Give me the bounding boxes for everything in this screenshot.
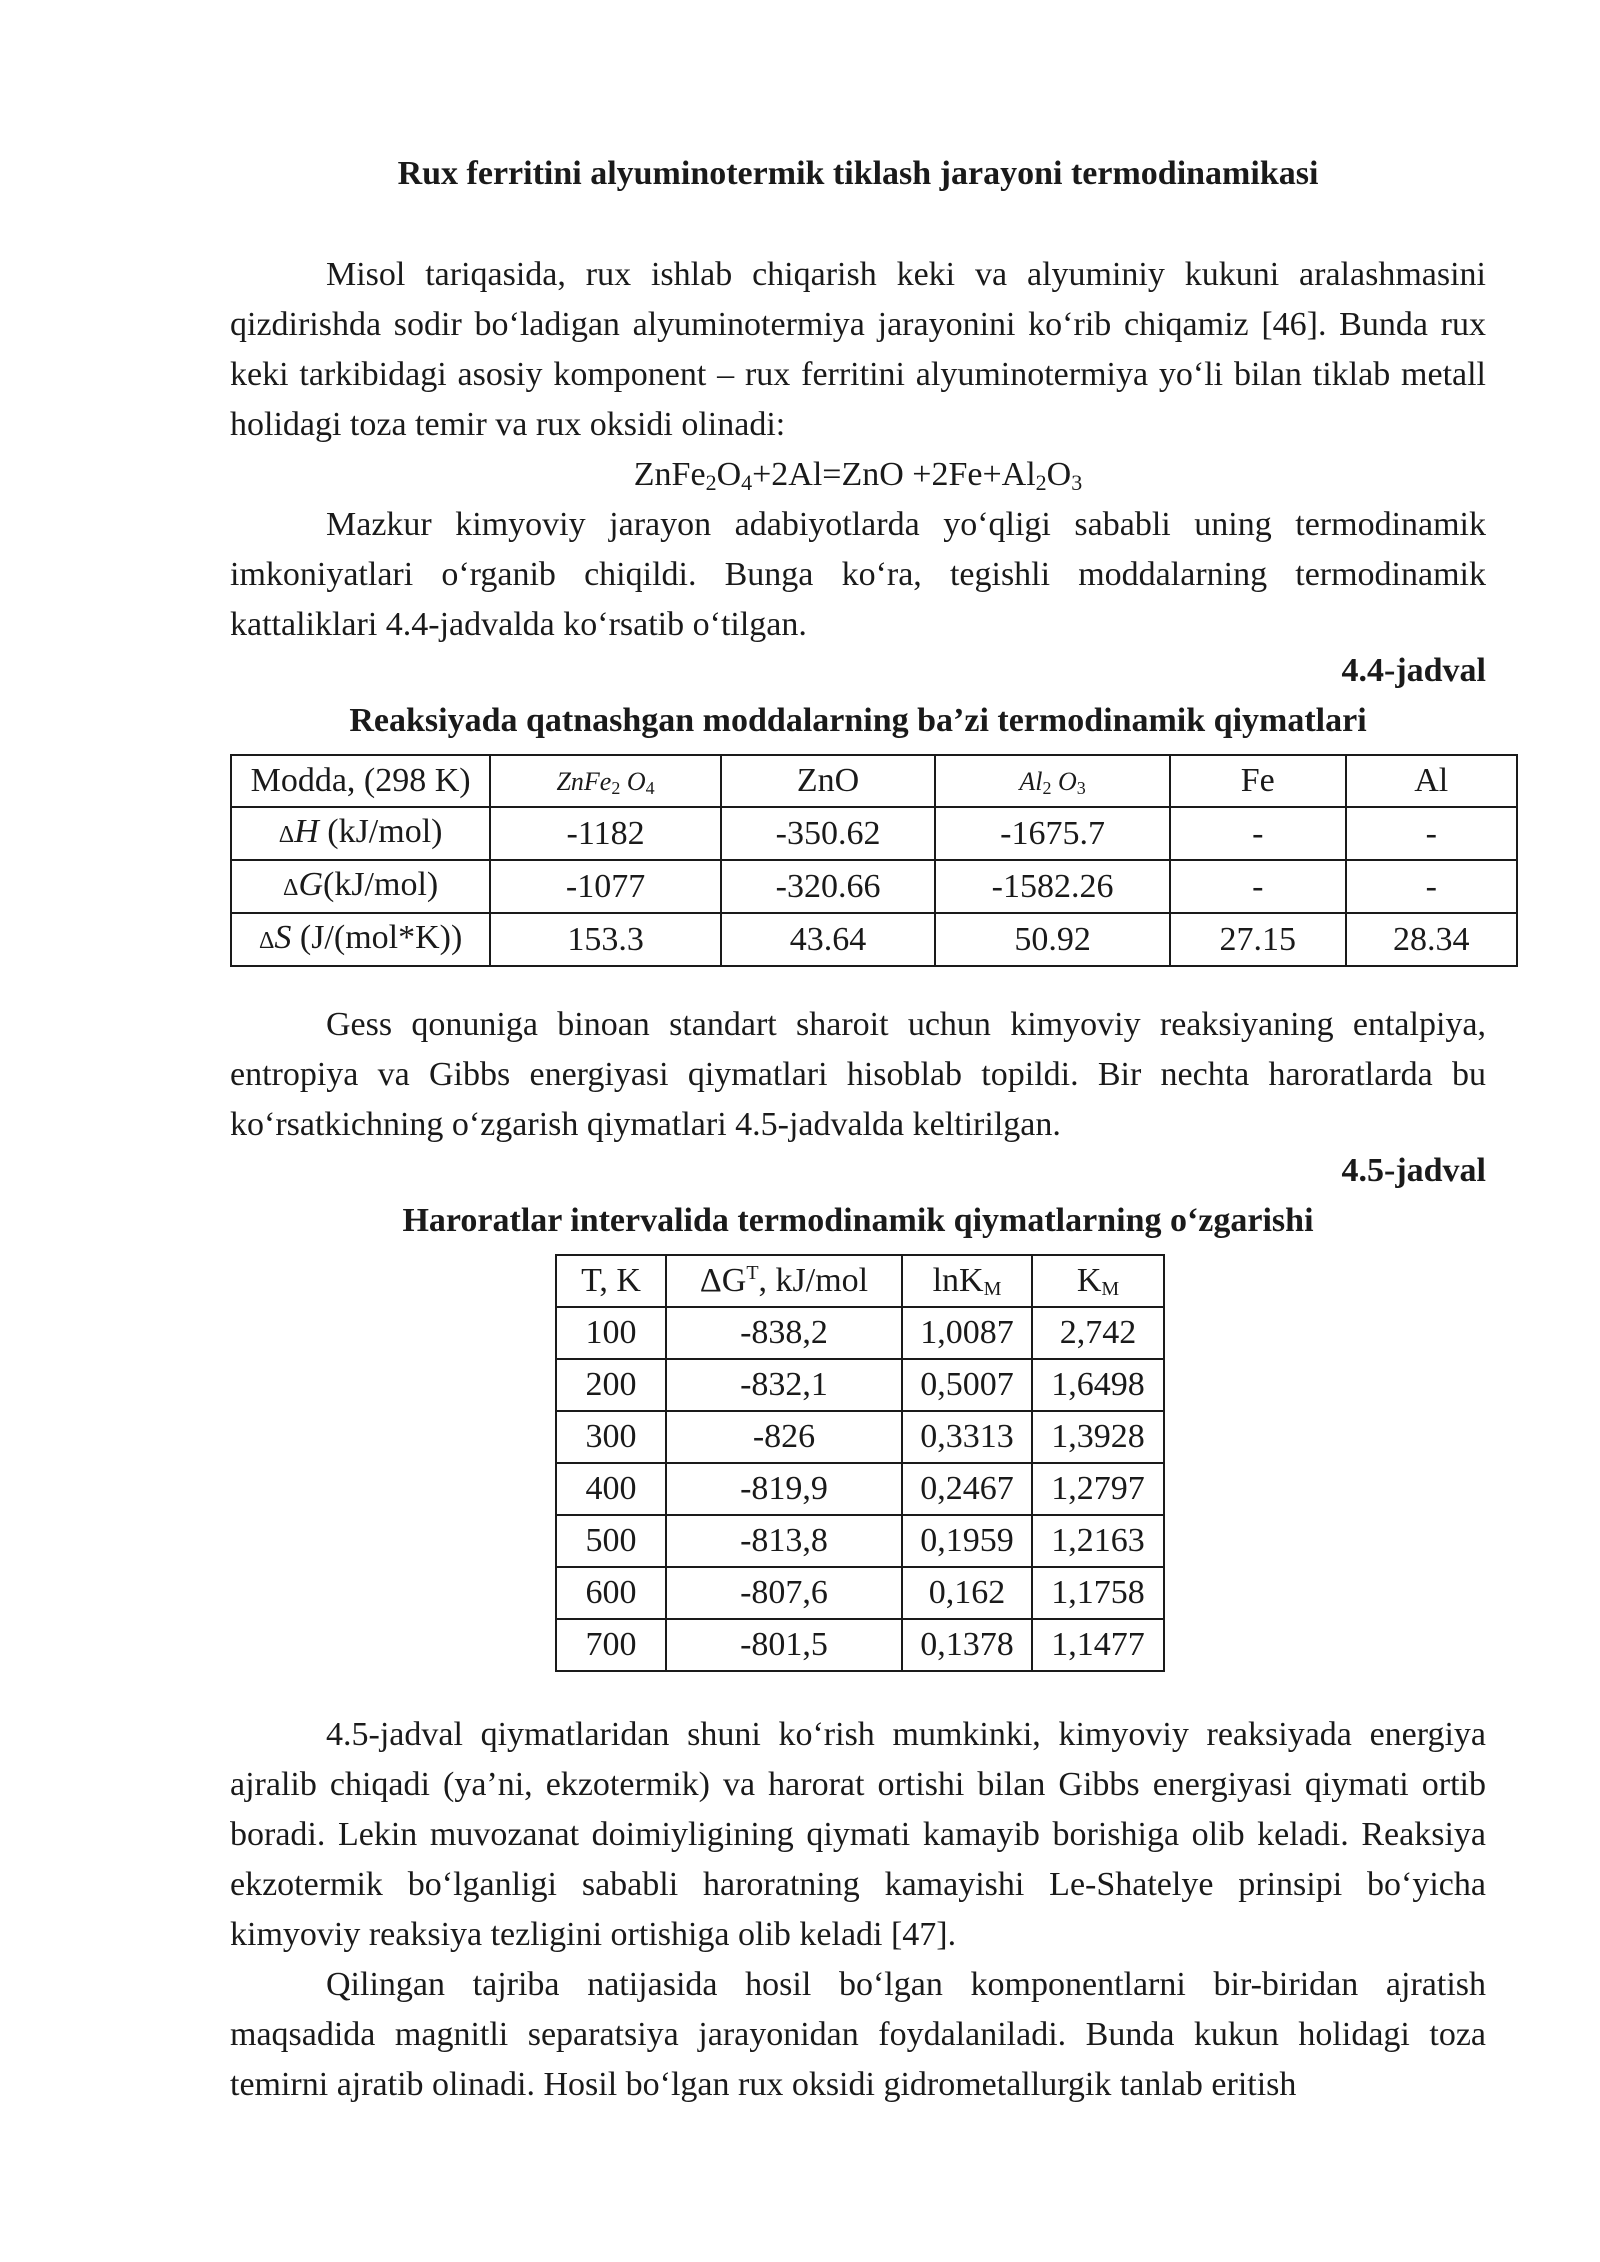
table-header-row bbox=[231, 755, 1517, 807]
table-4-4 bbox=[230, 754, 1518, 967]
table-cell: -1582.26 bbox=[935, 860, 1170, 913]
table-row bbox=[556, 1567, 1164, 1619]
table-cell: 1,2797 bbox=[1032, 1463, 1164, 1515]
table-cell: 200 bbox=[556, 1359, 666, 1411]
paragraph-separation: Qilingan tajriba natijasida hosil bo‘lgan komponentlarni bir-biridan ajratish maqsadida magnitli separatsiya jarayonidan foydalaniladi. Bunda kukun holidagi toza temirni ajratib olinadi. Hosil bo‘lgan rux oksidi gidrometallurgik tanlab eritish bbox=[230, 1966, 1486, 2103]
table-cell: 1,0087 bbox=[902, 1307, 1032, 1359]
table-4-5-caption: Haroratlar intervalida termodinamik qiymatlarning o‘zgarishi bbox=[402, 1202, 1314, 1239]
table-cell: 400 bbox=[556, 1463, 666, 1515]
table-cell: 0,5007 bbox=[902, 1359, 1032, 1411]
table-cell: 100 bbox=[556, 1307, 666, 1359]
table-cell: -838,2 bbox=[666, 1307, 902, 1359]
table-cell: -819,9 bbox=[666, 1463, 902, 1515]
header-zno: ZnO bbox=[721, 755, 935, 807]
row-label: ΔH (kJ/mol) bbox=[231, 807, 490, 860]
table-cell: 1,1477 bbox=[1032, 1619, 1164, 1671]
table-cell: -801,5 bbox=[666, 1619, 902, 1671]
table-cell: -832,1 bbox=[666, 1359, 902, 1411]
table-cell: 2,742 bbox=[1032, 1307, 1164, 1359]
table-4-4-number: 4.4-jadval bbox=[1341, 652, 1486, 689]
table-cell: 500 bbox=[556, 1515, 666, 1567]
table-4-4-caption: Reaksiyada qatnashgan moddalarning ba’zi termodinamik qiymatlari bbox=[349, 702, 1367, 739]
paragraph-hess-law: Gess qonuniga binoan standart sharoit uchun kimyoviy reaksiyaning entalpiya, entropiya va Gibbs energiyasi qiymatlari hisoblab topildi. Bir nechta haroratlarda bu ko‘rsatkichning o‘zgarish qiymatlari 4.5-jadvalda keltirilgan. bbox=[230, 1006, 1486, 1143]
table-row bbox=[556, 1411, 1164, 1463]
document-title: Rux ferritini alyuminotermik tiklash jarayoni termodinamikasi bbox=[397, 155, 1319, 192]
table-cell: 0,3313 bbox=[902, 1411, 1032, 1463]
table-cell: - bbox=[1170, 807, 1346, 860]
table-cell: -1077 bbox=[490, 860, 721, 913]
table-cell: - bbox=[1346, 807, 1518, 860]
header-lnk: lnK$_M$ bbox=[902, 1255, 1032, 1307]
paragraph-intro: Misol tariqasida, rux ishlab chiqarish keki va alyuminiy kukuni aralashmasini qizdirishda sodir bo‘ladigan alyuminotermiya jarayonini ko‘rib chiqamiz [46]. Bunda rux keki tarkibidagi asosiy komponent – rux ferritini alyuminotermiya yo‘li bilan tiklab metall holidagi toza temir va rux oksidi olinadi: bbox=[230, 256, 1486, 443]
paragraph-conclusion: 4.5-jadval qiymatlaridan shuni ko‘rish mumkinki, kimyoviy reaksiyada energiya ajralib chiqadi (ya’ni, ekzotermik) va harorat ortishi bilan Gibbs energiyasi qiymati ortib boradi. Lekin muvozanat doimiyligining qiymati kamayib borishiga olib keladi. Reaksiya ekzotermik bo‘lganligi sababli haroratning kamayishi Le-Shatelye prinsipi bo‘yicha kimyoviy reaksiya tezligini ortishiga olib keladi [47]. bbox=[230, 1716, 1486, 1953]
table-4-5-number: 4.5-jadval bbox=[1341, 1152, 1486, 1189]
row-label: ΔG(kJ/mol) bbox=[231, 860, 490, 913]
table-cell: 153.3 bbox=[490, 913, 721, 966]
table-cell: 700 bbox=[556, 1619, 666, 1671]
table-row bbox=[231, 860, 1517, 913]
header-fe: Fe bbox=[1170, 755, 1346, 807]
table-cell: 0,2467 bbox=[902, 1463, 1032, 1515]
table-cell: -320.66 bbox=[721, 860, 935, 913]
header-k: $K_M$ bbox=[1032, 1255, 1164, 1307]
table-row bbox=[231, 913, 1517, 966]
table-cell: -807,6 bbox=[666, 1567, 902, 1619]
table-cell: - bbox=[1346, 860, 1518, 913]
table-cell: -1675.7 bbox=[935, 807, 1170, 860]
header-gibbs: $\Delta G^T$, kJ/mol bbox=[666, 1255, 902, 1307]
table-cell: -813,8 bbox=[666, 1515, 902, 1567]
row-label: ΔS (J/(mol*K)) bbox=[231, 913, 490, 966]
table-row bbox=[556, 1463, 1164, 1515]
table-cell: 0,162 bbox=[902, 1567, 1032, 1619]
table-cell: 27.15 bbox=[1170, 913, 1346, 966]
header-znfe2o4: ZnFe$_2$ $O_4$ bbox=[490, 755, 721, 807]
table-cell: 1,1758 bbox=[1032, 1567, 1164, 1619]
table-row bbox=[556, 1515, 1164, 1567]
table-cell: 28.34 bbox=[1346, 913, 1518, 966]
table-4-5 bbox=[555, 1254, 1165, 1672]
table-row bbox=[231, 807, 1517, 860]
header-al: Al bbox=[1346, 755, 1518, 807]
table-row bbox=[556, 1619, 1164, 1671]
table-cell: 1,2163 bbox=[1032, 1515, 1164, 1567]
table-cell: 600 bbox=[556, 1567, 666, 1619]
reaction-equation: $ZnFe_2O_4+2Al=ZnO +2Fe+Al_2O_3$ bbox=[633, 456, 1083, 495]
header-temperature: T, K bbox=[556, 1255, 666, 1307]
table-row bbox=[556, 1359, 1164, 1411]
table-cell: 50.92 bbox=[935, 913, 1170, 966]
header-substance: Modda, (298 K) bbox=[231, 755, 490, 807]
table-cell: 1,3928 bbox=[1032, 1411, 1164, 1463]
table-cell: - bbox=[1170, 860, 1346, 913]
table-row bbox=[556, 1307, 1164, 1359]
table-cell: 300 bbox=[556, 1411, 666, 1463]
table-cell: 0,1378 bbox=[902, 1619, 1032, 1671]
table-cell: 0,1959 bbox=[902, 1515, 1032, 1567]
table-cell: -1182 bbox=[490, 807, 721, 860]
table-header-row bbox=[556, 1255, 1164, 1307]
table-cell: 1,6498 bbox=[1032, 1359, 1164, 1411]
paragraph-thermo-intro: Mazkur kimyoviy jarayon adabiyotlarda yo‘qligi sababli uning termodinamik imkoniyatlari o‘rganib chiqildi. Bunga ko‘ra, tegishli moddalarning termodinamik kattaliklari 4.4-jadvalda ko‘rsatib o‘tilgan. bbox=[230, 506, 1486, 643]
table-cell: -350.62 bbox=[721, 807, 935, 860]
table-cell: 43.64 bbox=[721, 913, 935, 966]
table-cell: -826 bbox=[666, 1411, 902, 1463]
header-al2o3: $Al_2$ $O_3$ bbox=[935, 755, 1170, 807]
